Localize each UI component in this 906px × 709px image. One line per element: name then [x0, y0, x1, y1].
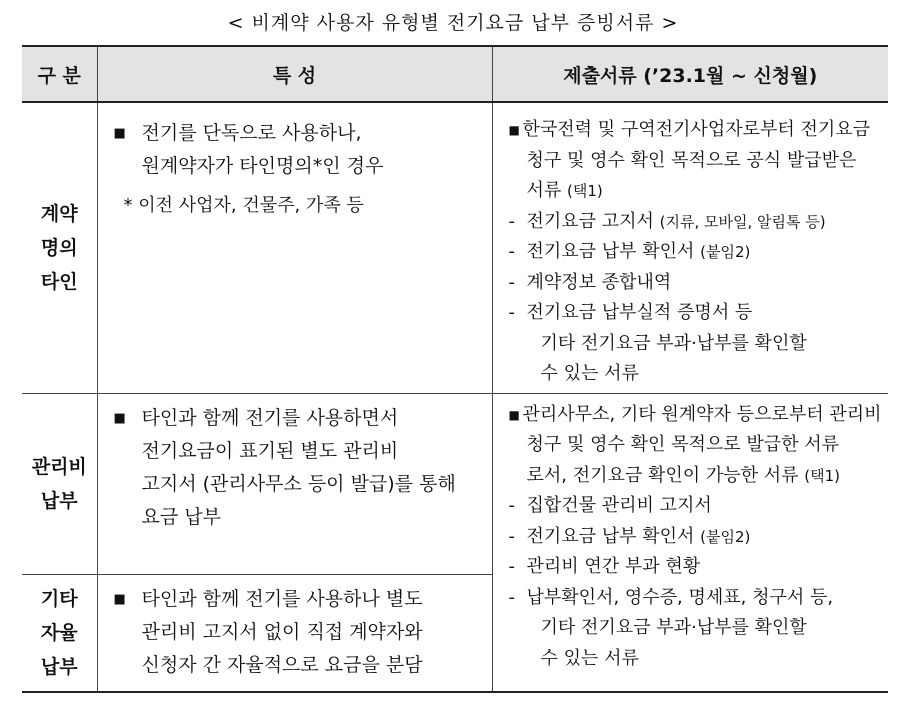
document-item: - 전기요금 납부 확인서 (붙임2) — [508, 241, 751, 262]
header-documents: 제출서류 (’23.1월 ~ 신청월) — [492, 46, 888, 102]
documents-cell: ■ 관리사무소, 기타 원계약자 등으로부터 관리비 청구 및 영수 확인 목적으로 발급한 서류 로서, 전기요금 확인이 가능한 서류 (택1) - 집합건물 관리비 고지서 - 전기요금 납부 확인서 (붙임2) - 관리비 연간 부과 현황 - 납부확인서, 영수증, 명세표, 청구서 등, 기타 전기요금 부과·납부를 확인할 수 있는 서류 — [492, 393, 888, 692]
document-item: - 납부확인서, 영수증, 명세표, 청구서 등, — [508, 586, 834, 608]
square-bullet-icon: ■ — [508, 123, 520, 137]
header-characteristic: 특 성 — [97, 46, 492, 102]
table-header-row — [22, 46, 888, 102]
document-item: - 전기요금 납부 확인서 (붙임2) — [508, 525, 751, 547]
table-row — [22, 393, 888, 574]
square-bullet-icon: ■ — [508, 407, 520, 422]
characteristic-cell — [97, 574, 492, 692]
documents-heading: ■ 한국전력 및 구역전기사업자로부터 전기요금 — [509, 115, 881, 146]
characteristic-item: ■ 타인과 함께 전기를 사용하나 별도 관리비 고지서 없이 직접 계약자와 신청자 간 자율적으로 요금을 분담 — [114, 583, 482, 682]
document-item: - 전기요금 납부실적 증명서 등 — [508, 302, 753, 323]
row-label: 기타 자율 납부 — [22, 574, 97, 692]
documents-heading: ■ 관리사무소, 기타 원계약자 등으로부터 관리비 — [509, 400, 881, 431]
document-item: - 집합건물 관리비 고지서 — [508, 495, 712, 516]
characteristic-cell — [97, 393, 492, 574]
square-bullet-icon: ■ — [113, 410, 126, 426]
document-title: < 비계약 사용자 유형별 전기요금 납부 증빙서류 > — [227, 12, 679, 34]
evidence-table — [22, 45, 888, 693]
documents-cell: ■ 한국전력 및 구역전기사업자로부터 전기요금 청구 및 영수 확인 목적으로 공식 발급받은 서류 (택1) - 전기요금 고지서 (지류, 모바일, 알림톡 등) - 전기요금 납부 확인서 (붙임2) - 계약정보 종합내역 - 전기요금 납부실적 증명서 등 기타 전기요금 부과·납부를 확인할 수 있는 서류 — [492, 102, 888, 393]
document-item: - 전기요금 고지서 (지류, 모바일, 알림톡 등) — [508, 210, 826, 232]
characteristic-cell — [97, 102, 492, 393]
characteristic-item: ■ 전기를 단독으로 사용하나, 원계약자가 타인명의*인 경우 — [114, 117, 482, 183]
footnote: * 이전 사업자, 건물주, 가족 등 — [123, 195, 364, 216]
document-item: - 계약정보 종합내역 — [508, 271, 672, 293]
row-label: 계약 명의 타인 — [22, 102, 97, 393]
header-category: 구 분 — [22, 46, 97, 102]
characteristic-item: ■ 타인과 함께 전기를 사용하면서 전기요금이 표기된 별도 관리비 고지서 (관리사무소 등이 발급)를 통해 요금 납부 — [114, 402, 482, 534]
square-bullet-icon: ■ — [113, 126, 126, 141]
table-row — [22, 102, 888, 393]
row-label: 관리비 납부 — [22, 393, 97, 574]
square-bullet-icon: ■ — [113, 591, 126, 607]
document-item: - 관리비 연간 부과 현황 — [508, 556, 701, 577]
